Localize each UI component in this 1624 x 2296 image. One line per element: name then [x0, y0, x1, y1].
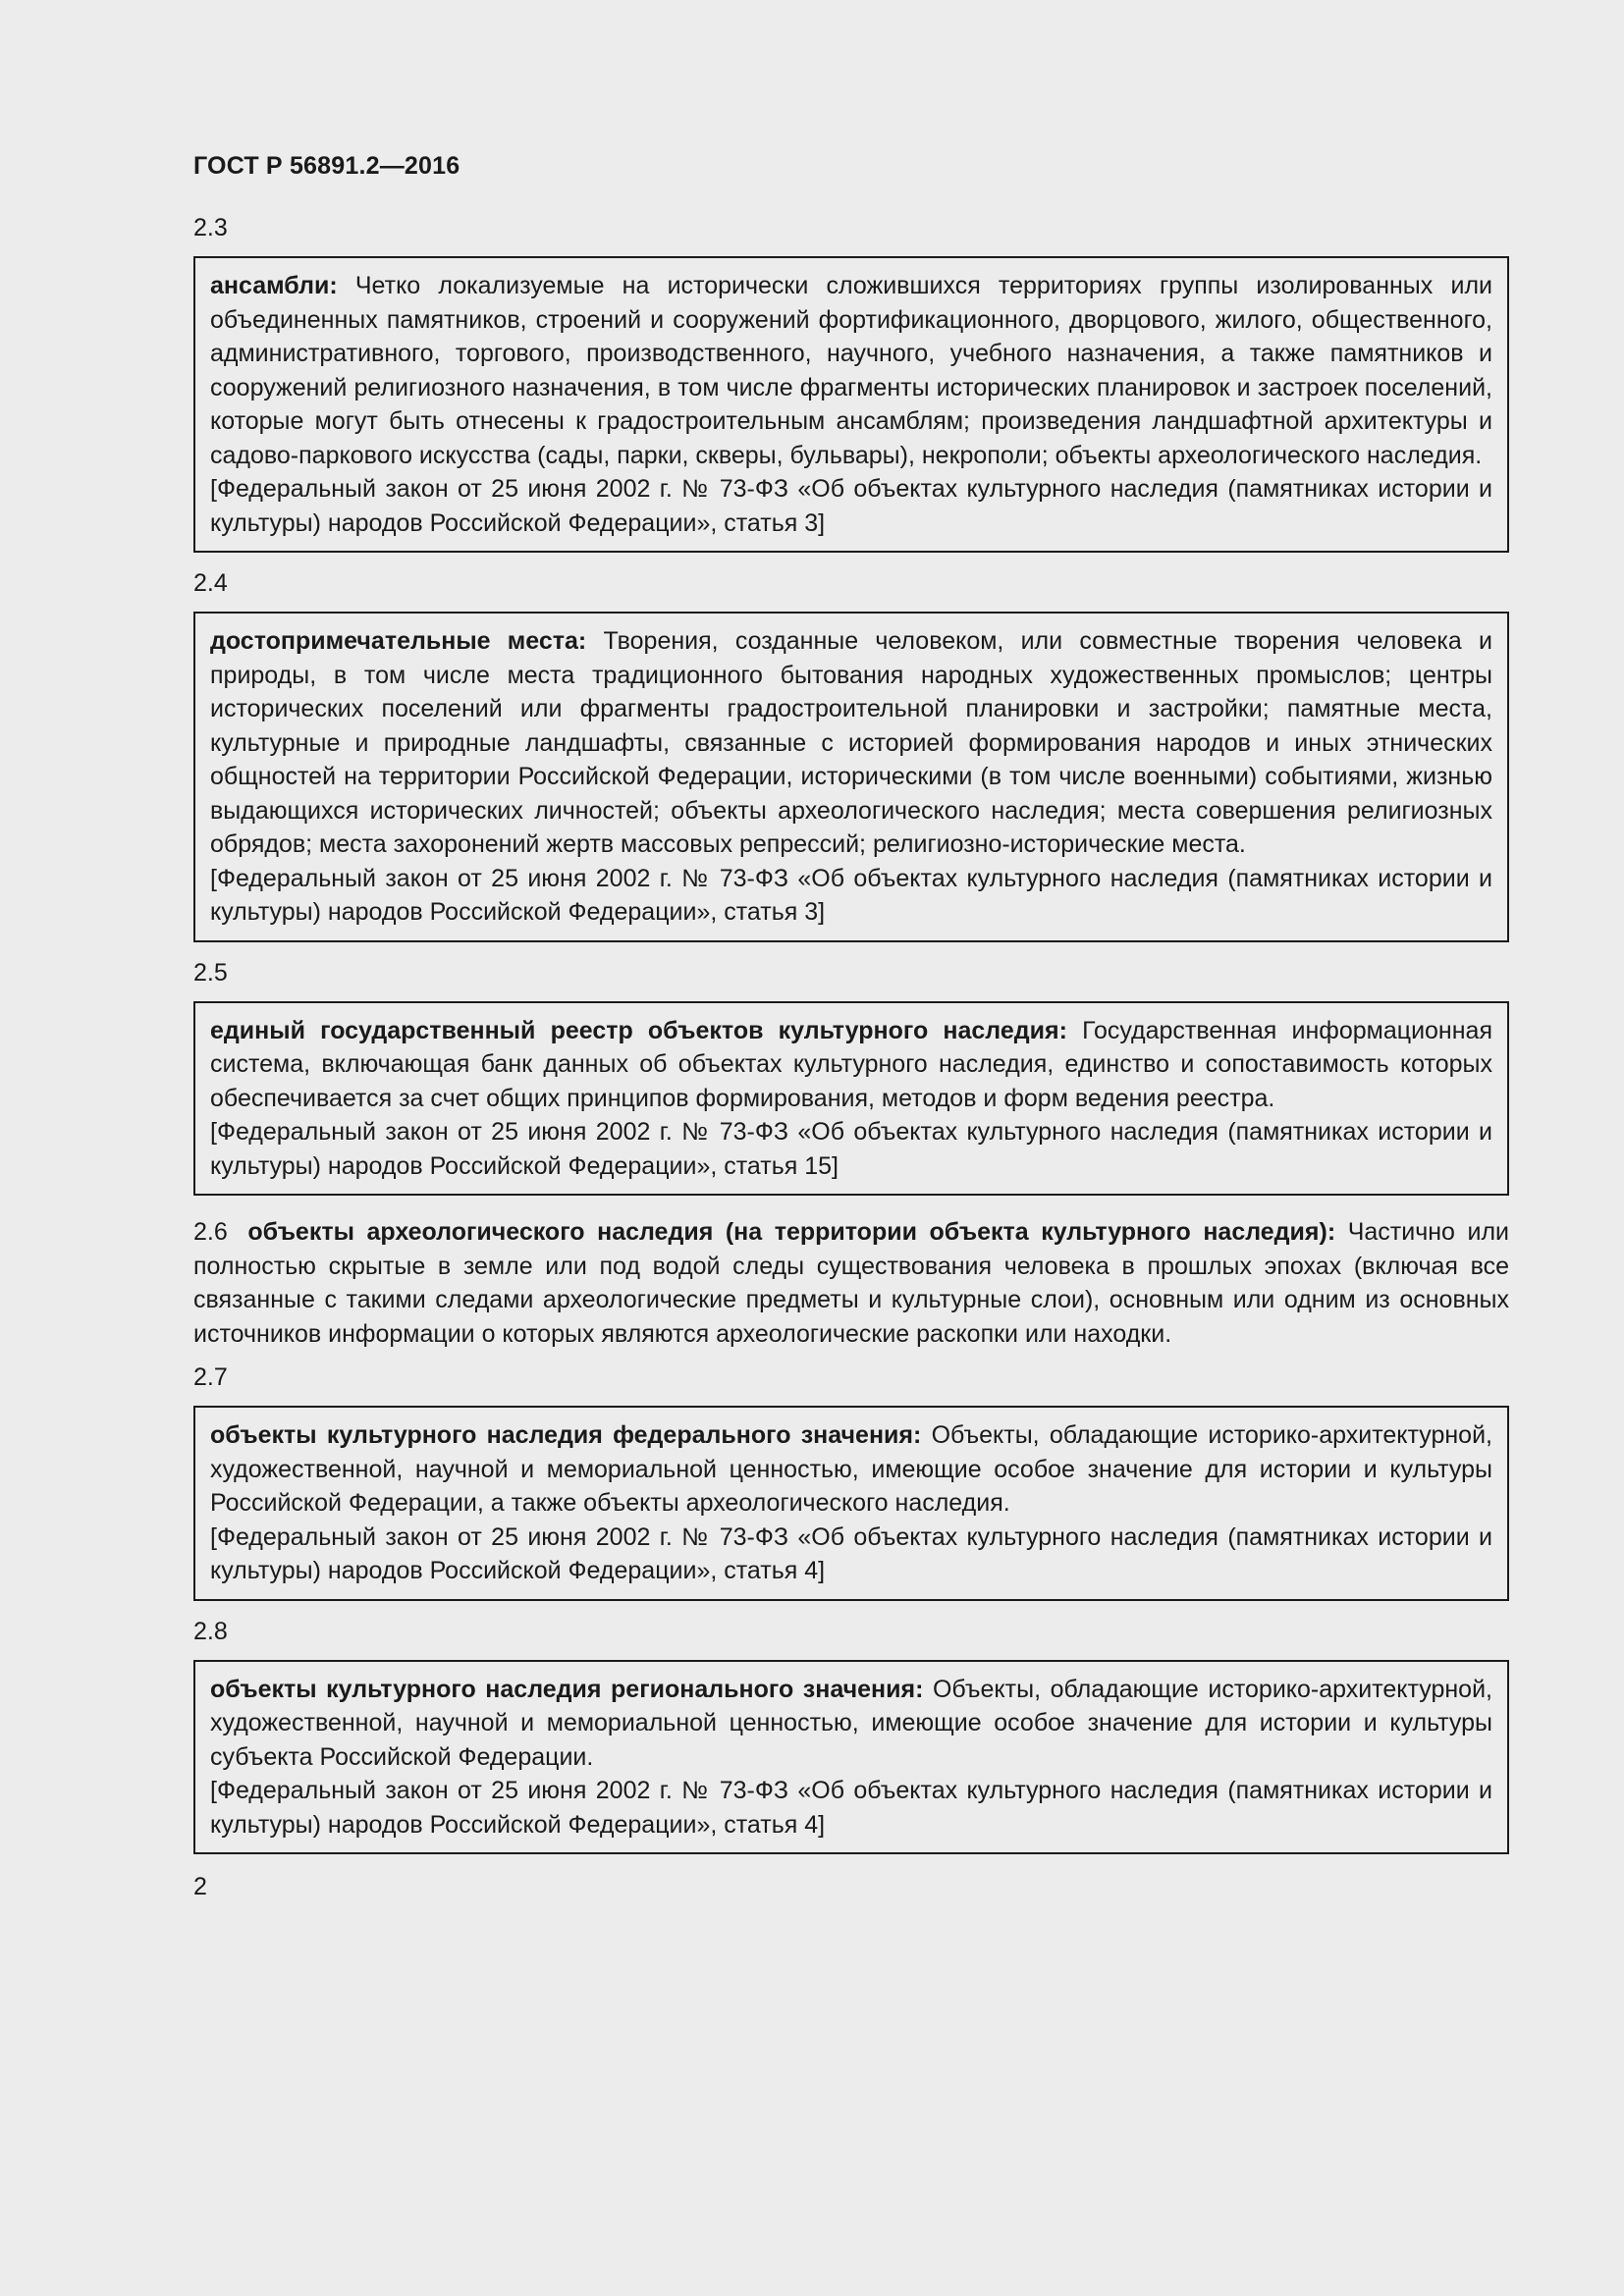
definition-text — [210, 1014, 1492, 1116]
term: объекты археологического наследия (на территории объекта культурного наследия): — [247, 1218, 1336, 1246]
definition-text — [210, 1418, 1492, 1521]
definition-text — [210, 624, 1492, 862]
section-number-2-8: 2.8 — [193, 1617, 228, 1645]
standard-header: ГОСТ Р 56891.2—2016 — [193, 152, 460, 180]
source-reference: [Федеральный закон от 25 июня 2002 г. № 73-ФЗ «Об объектах культурного наследия (памятниках истории и культуры) народов Российской Федерации», статья 4] — [210, 1777, 1492, 1839]
term: достопримечательные места: — [210, 627, 587, 655]
document-page — [193, 149, 1509, 1903]
section-number-2-7: 2.7 — [193, 1363, 228, 1391]
source-reference: [Федеральный закон от 25 июня 2002 г. № 73-ФЗ «Об объектах культурного наследия (памятниках истории и культуры) народов Российской Федерации», статья 3] — [210, 475, 1492, 537]
page-number: 2 — [193, 1873, 207, 1900]
section-number-2-4: 2.4 — [193, 569, 228, 597]
source-reference: [Федеральный закон от 25 июня 2002 г. № 73-ФЗ «Об объектах культурного наследия (памятниках истории и культуры) народов Российской Федерации», статья 4] — [210, 1522, 1492, 1584]
definition-text — [210, 269, 1492, 472]
section-number-2-5: 2.5 — [193, 958, 228, 987]
definition-text — [210, 1673, 1492, 1775]
source-reference: [Федеральный закон от 25 июня 2002 г. № 73-ФЗ «Об объектах культурного наследия (памятниках истории и культуры) народов Российской Федерации», статья 15] — [210, 1118, 1492, 1180]
source-reference: [Федеральный закон от 25 июня 2002 г. № 73-ФЗ «Об объектах культурного наследия (памятниках истории и культуры) народов Российской Федерации», статья 3] — [210, 864, 1492, 926]
definition-box-2-4 — [193, 612, 1509, 942]
definition: Государственная информационная система, включающая банк данных об объектах культурного наследия, единство и сопоставимость которых обеспечивается за счет общих принципов формирования, методов и форм ведения реестра. — [210, 1016, 1492, 1112]
definition-box-2-8 — [193, 1660, 1509, 1855]
definition: Частично или полностью скрытые в земле или под водой следы существования человека в прошлых эпохах (включая все связанные с такими следами археологические предметы и культурные слои), основным или одним из основных источников информации о которых являются археологические раскопки или находки. — [193, 1218, 1509, 1348]
definition: Объекты, обладающие историко-архитектурной, художественной, научной и мемориальной ценностью, имеющие особое значение для истории и культуры субъекта Российской Федерации. — [210, 1675, 1492, 1771]
definition-box-2-7 — [193, 1406, 1509, 1601]
term: единый государственный реестр объектов культурного наследия: — [210, 1016, 1067, 1044]
definition: Творения, созданные человеком, или совместные творения человека и природы, в том числе места традиционного бытования народных художественных промыслов; центры исторических поселений или фрагменты градостроительной планировки и застройки; памятные места, культурные и природные ландшафты, связанные с историей формирования народов и иных этнических общностей на территории Российской Федерации, историческими (в том числе военными) событиями, жизнью выдающихся исторических личностей; объекты археологического наследия; места совершения религиозных обрядов; места захоронений жертв массовых репрессий; религиозно-исторические места. — [210, 627, 1492, 858]
definition-2-6 — [193, 1215, 1509, 1351]
definition: Объекты, обладающие историко-архитектурной, художественной, научной и мемориальной ценностью, имеющие особое значение для истории и культуры Российской Федерации, а также объекты археологического наследия. — [210, 1421, 1492, 1517]
definition-box-2-5 — [193, 1001, 1509, 1197]
section-number-2-3: 2.3 — [193, 214, 228, 241]
term: ансамбли: — [210, 272, 338, 299]
section-number-2-6: 2.6 — [193, 1218, 228, 1246]
term: объекты культурного наследия федерального значения: — [210, 1421, 922, 1449]
definition: Четко локализуемые на исторически сложившихся территориях группы изолированных или объединенных памятников, строений и сооружений фортификационного, дворцового, жилого, общественного, административного, торгового, производственного, научного, учебного назначения, а также памятников и сооружений религиозного назначения, в том числе фрагменты исторических планировок и застроек поселений, которые могут быть отнесены к градостроительным ансамблям; произведения ландшафтной архитектуры и садово-паркового искусства (сады, парки, скверы, бульвары), некрополи; объекты археологического наследия. — [210, 272, 1492, 469]
definition-box-2-3 — [193, 256, 1509, 553]
term: объекты культурного наследия регионального значения: — [210, 1675, 924, 1703]
